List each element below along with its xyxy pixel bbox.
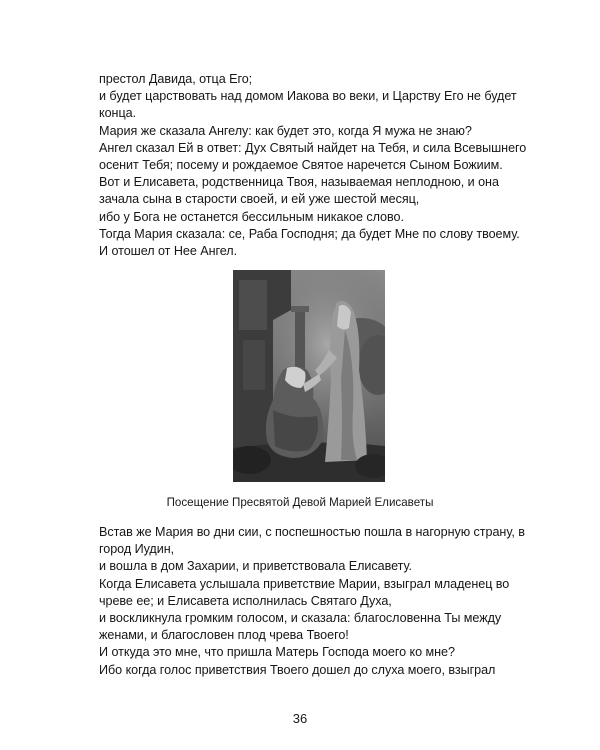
top-paragraph bbox=[99, 71, 539, 260]
text-line: Встав же Мария во дни сии, с поспешностью пошла в нагорную страну, в bbox=[99, 525, 525, 539]
text-line: и будет царствовать над домом Иакова во веки, и Царству Его не будет bbox=[99, 89, 517, 104]
bottom-paragraph bbox=[99, 524, 539, 679]
text-line: женами, и благословен плод чрева Твоего! bbox=[99, 628, 349, 643]
text-line: осенит Тебя; посему и рождаемое Святое наречется Сыном Божиим. bbox=[99, 158, 503, 173]
text-line: престол Давида, отца Его; bbox=[99, 72, 253, 86]
text-line: и воскликнула громким голосом, и сказала: благословенна Ты между bbox=[99, 611, 502, 626]
text-line: и вошла в дом Захарии, и приветствовала Елисавету. bbox=[99, 559, 412, 574]
visitation-illustration bbox=[233, 270, 385, 482]
visitation-image bbox=[233, 270, 385, 482]
text-line: Тогда Мария сказала: се, Раба Господня; да будет Мне по слову твоему. bbox=[99, 226, 520, 241]
text-line: чреве ее; и Елисавета исполнилась Святаго Духа, bbox=[99, 593, 392, 608]
text-line: конца. bbox=[99, 106, 137, 121]
text-line: Ибо когда голос приветствия Твоего дошел до слуха моего, взыграл bbox=[99, 662, 496, 677]
text-line: И отошел от Нее Ангел. bbox=[99, 244, 238, 259]
text-line: город Иудин, bbox=[99, 542, 175, 557]
illustration-caption: Посещение Пресвятой Девой Марией Елисаветы bbox=[166, 496, 434, 509]
text-line: зачала сына в старости своей, и ей уже шестой месяц, bbox=[99, 192, 420, 207]
text-line: Когда Елисавета услышала приветствие Марии, взыграл младенец во bbox=[99, 576, 510, 591]
text-line: ибо у Бога не останется бессильным никакое слово. bbox=[99, 209, 404, 224]
page-number: 36 bbox=[292, 711, 308, 726]
text-line: И откуда это мне, что пришла Матерь Господа моего ко мне? bbox=[99, 645, 455, 660]
text-line: Ангел сказал Ей в ответ: Дух Святый найдет на Тебя, и сила Всевышнего bbox=[99, 140, 527, 155]
text-line: Мария же сказала Ангелу: как будет это, когда Я мужа не знаю? bbox=[99, 123, 472, 138]
text-line: Вот и Елисавета, родственница Твоя, называемая неплодною, и она bbox=[99, 175, 499, 190]
